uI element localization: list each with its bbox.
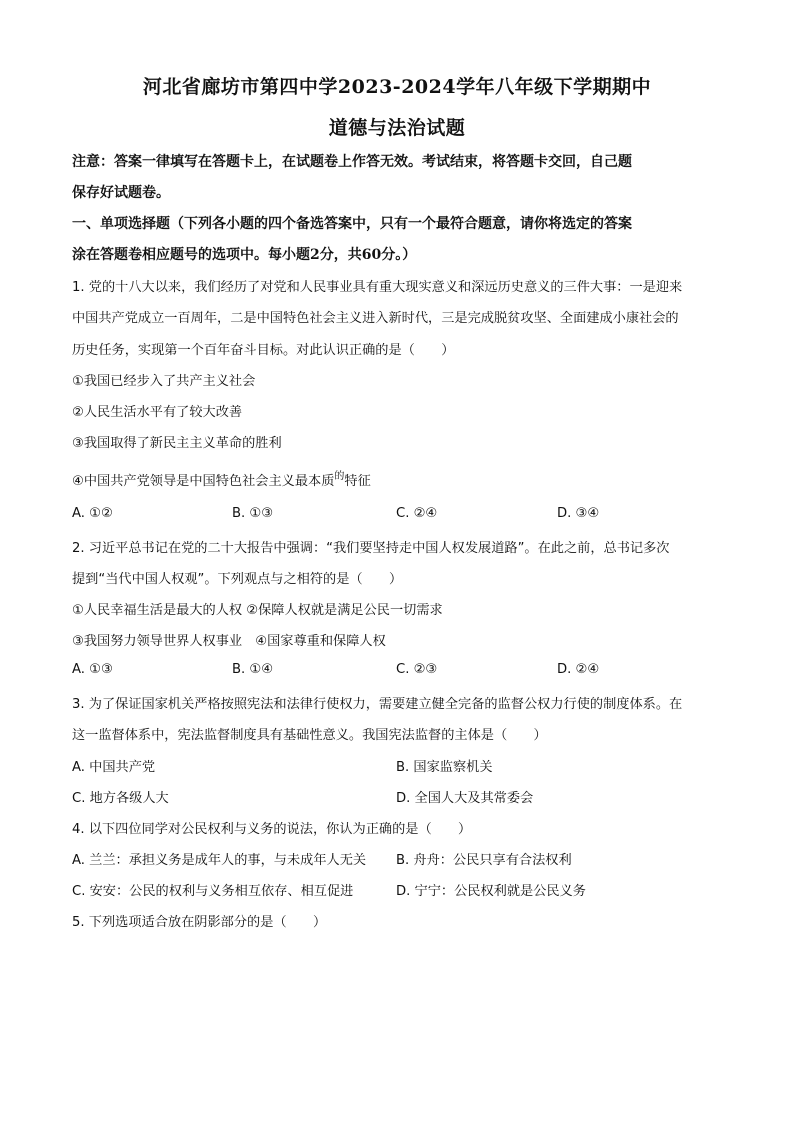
q1-stem-line-2: 中国共产党成立一百周年，二是中国特色社会主义进入新时代，三是完成脱贫攻坚、全面建成小康社会的 bbox=[72, 311, 679, 326]
q2-statements-3-4: ③我国努力领导世界人权事业 ④国家尊重和保障人权 bbox=[72, 634, 386, 649]
q2-option-b: B. ①④ bbox=[232, 662, 274, 677]
q4-stem-line-1: 4. 以下四位同学对公民权利与义务的说法，你认为正确的是（ ） bbox=[72, 822, 472, 837]
q3-option-b: B. 国家监察机关 bbox=[396, 760, 493, 775]
q1-stem-line-1: 1. 党的十八大以来，我们经历了对党和人民事业具有重大现实意义和深远历史意义的三件大事：一是迎来 bbox=[72, 280, 683, 295]
q1-statement-4 bbox=[72, 470, 371, 489]
exam-title: 河北省廊坊市第四中学2023-2024学年八年级下学期期中 bbox=[142, 76, 652, 98]
q4-option-c: C. 安安：公民的权利与义务相互依存、相互促进 bbox=[72, 884, 354, 899]
q1-option-d: D. ③④ bbox=[557, 506, 600, 521]
q3-option-a: A. 中国共产党 bbox=[72, 760, 156, 775]
q1-statement-1: ①我国已经步入了共产主义社会 bbox=[72, 374, 256, 389]
section-heading-line-1: 一、单项选择题（下列各小题的四个备选答案中，只有一个最符合题意，请你将选定的答案 bbox=[72, 216, 632, 232]
q1-statement-4-text: ④中国共产党领导是中国特色社会主义最本质 bbox=[72, 474, 335, 489]
q1-option-b: B. ①③ bbox=[232, 506, 274, 521]
q1-statement-2: ②人民生活水平有了较大改善 bbox=[72, 405, 243, 420]
notice-line-1: 注意：答案一律填写在答题卡上，在试题卷上作答无效。考试结束，将答题卡交回，自己题 bbox=[72, 154, 632, 170]
section-heading-line-2: 涂在答题卷相应题号的选项中。每小题2分，共60分。） bbox=[72, 247, 417, 263]
q3-option-c: C. 地方各级人大 bbox=[72, 791, 169, 806]
q5-stem-line-1: 5. 下列选项适合放在阴影部分的是（ ） bbox=[72, 915, 327, 930]
q1-option-c: C. ②④ bbox=[396, 506, 438, 521]
exam-subtitle: 道德与法治试题 bbox=[328, 117, 466, 139]
q1-statement-3: ③我国取得了新民主主义革命的胜利 bbox=[72, 436, 282, 451]
q1-statement-4-superscript: 的 bbox=[334, 471, 345, 482]
q2-option-c: C. ②③ bbox=[396, 662, 438, 677]
q2-stem-line-1: 2. 习近平总书记在党的二十大报告中强调：“我们要坚持走中国人权发展道路”。在此之前，总书记多次 bbox=[72, 541, 670, 556]
q4-option-b: B. 舟舟：公民只享有合法权利 bbox=[396, 853, 572, 868]
q4-option-d: D. 宁宁：公民权利就是公民义务 bbox=[396, 884, 586, 899]
q2-option-d: D. ②④ bbox=[557, 662, 600, 677]
q2-statements-1-2: ①人民幸福生活是最大的人权 ②保障人权就是满足公民一切需求 bbox=[72, 603, 443, 618]
q4-option-a: A. 兰兰：承担义务是成年人的事，与未成年人无关 bbox=[72, 853, 367, 868]
q3-stem-line-2: 这一监督体系中，宪法监督制度具有基础性意义。我国宪法监督的主体是（ ） bbox=[72, 728, 547, 743]
q3-stem-line-1: 3. 为了保证国家机关严格按照宪法和法律行使权力，需要建立健全完备的监督公权力行使的制度体系。在 bbox=[72, 697, 683, 712]
q2-stem-line-2: 提到“当代中国人权观”。下列观点与之相符的是（ ） bbox=[72, 572, 403, 587]
notice-line-2: 保存好试题卷。 bbox=[72, 185, 170, 201]
q2-option-a: A. ①③ bbox=[72, 662, 113, 677]
q1-option-a: A. ①② bbox=[72, 506, 113, 521]
q1-stem-line-3: 历史任务，实现第一个百年奋斗目标。对此认识正确的是（ ） bbox=[72, 343, 455, 358]
q1-statement-4-tail: 特征 bbox=[344, 474, 371, 489]
q3-option-d: D. 全国人大及其常委会 bbox=[396, 791, 534, 806]
